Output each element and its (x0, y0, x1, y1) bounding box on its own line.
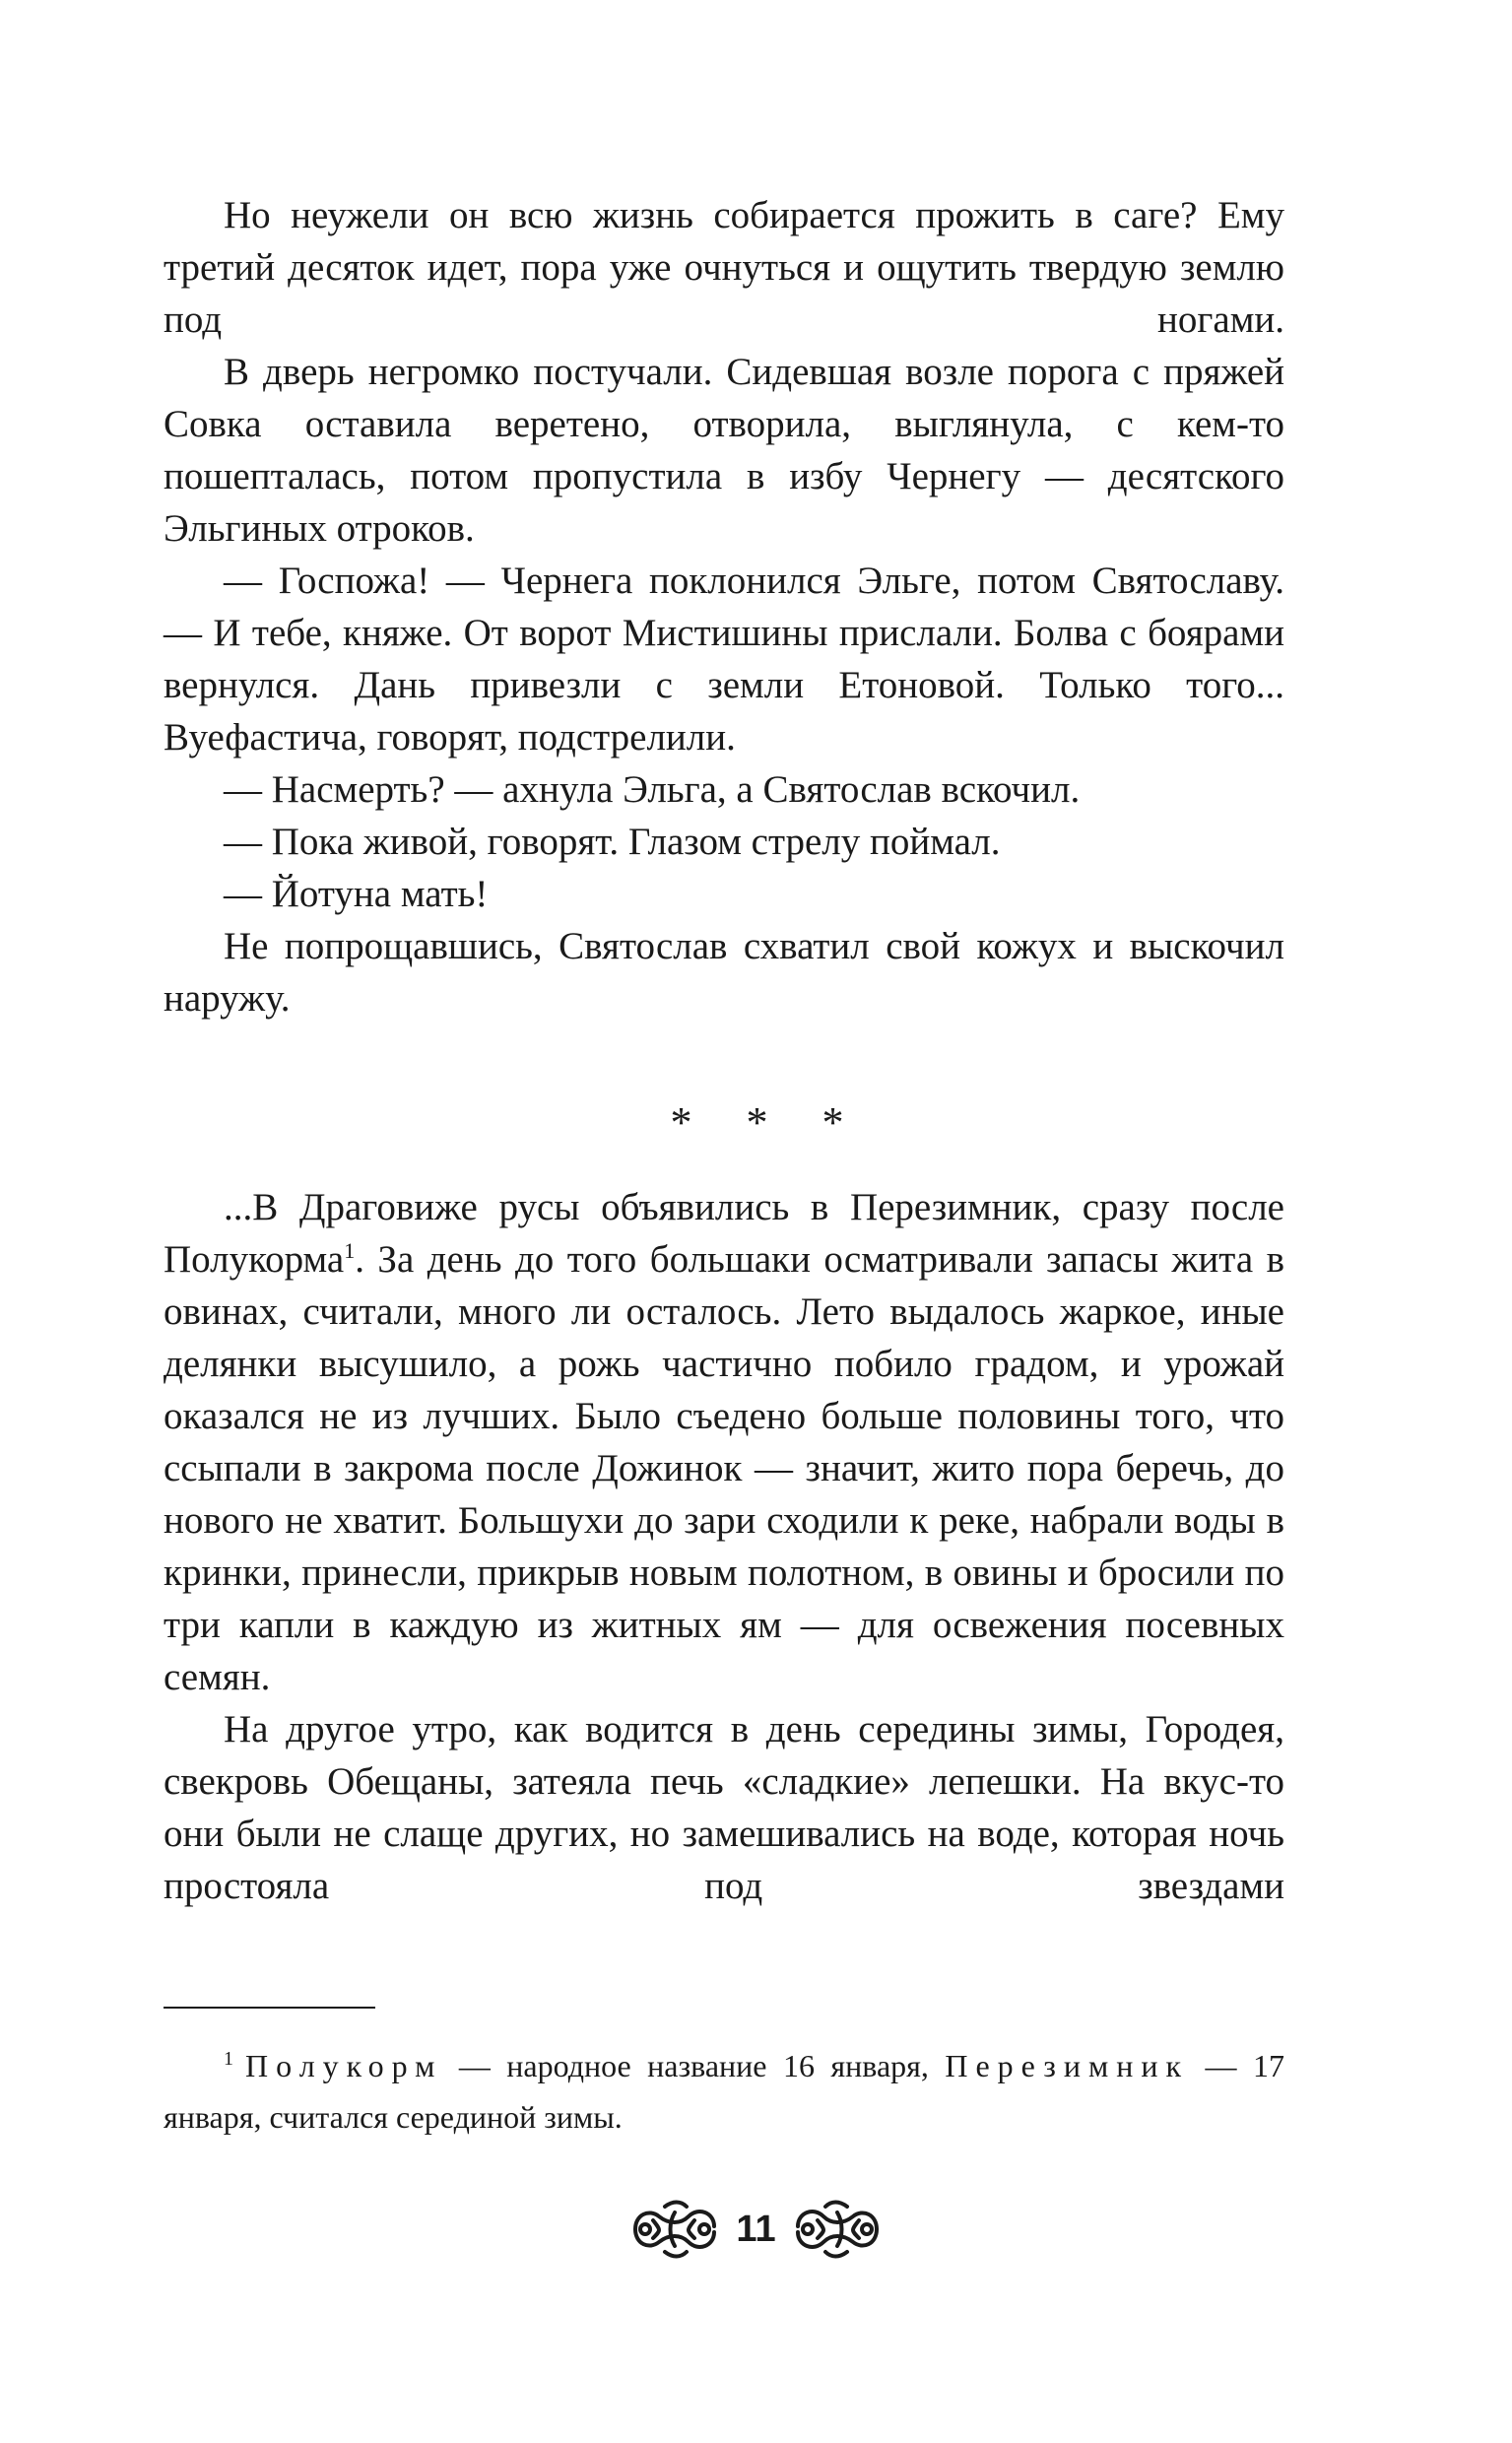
paragraph: Не попрощавшись, Святослав схватил свой кожух и выскочил наружу. (164, 925, 1284, 1020)
paragraph: — Госпожа! — Чернега поклонился Эльге, потом Святославу. — И тебе, княже. От ворот Мистишины прислали. Болва с боярами вернулся. Дань привезли с земли Етоновой. Только того... Вуефастича, говорят, подстрелили. (164, 560, 1284, 759)
paragraph: На другое утро, как водится в день середины зимы, Городея, свекровь Обещаны, затеяла печь «сладкие» лепешки. На вкус-то они были не слаще других, но замешивались на воде, которая ночь простояла под звездами (164, 1708, 1284, 1907)
paragraph: Но неужели он всю жизнь собирается прожить в саге? Ему третий десяток идет, пора уже очнуться и ощутить твердую землю под ногами. (164, 194, 1284, 341)
footnote-term: Полукорм (245, 2048, 443, 2083)
paragraph-text: ...В Драговиже русы объявились в Перезимник, сразу после Полукорма (164, 1186, 1284, 1281)
paragraph (164, 1181, 1284, 1703)
paragraph: — Йотуна мать! (224, 873, 489, 915)
footnote-reference[interactable]: 1 (344, 1238, 356, 1263)
main-text-top (164, 189, 1284, 1024)
paragraph: В дверь негромко постучали. Сидевшая возле порога с пряжей Совка оставила веретено, отворила, выглянула, с кем-то пошепталась, потом пропустила в избу Чернегу — десятского Эльгиных отроков. (164, 351, 1284, 550)
footnote (164, 2033, 1284, 2143)
knot-ornament-left-icon (629, 2199, 720, 2260)
paragraph: — Пока живой, говорят. Глазом стрелу поймал. (224, 821, 1001, 863)
page-number: 11 (736, 2209, 776, 2250)
page-footer (0, 2195, 1512, 2264)
footnote-term: Перезимник (945, 2048, 1190, 2083)
footnote-text: — 17 января, считался серединой зимы. (164, 2048, 1285, 2135)
paragraph-text: . За день до того большаки осматривали запасы жита в овинах, считали, много ли осталось. Лето выдалось жаркое, иные делянки высушило, а рожь частично побило градом, и урожай оказался не из лучших. Было съедено больше половины того, что ссыпали в закрома после Дожинок — значит, жито пора беречь, до нового не хватит. Большухи до зари сходили к реке, набрали воды в кринки, принесли, прикрыв новым полотном, в овины и бросили по три капли в каждую из житных ям — для освежения посевных семян. (164, 1238, 1284, 1698)
main-text-bottom (164, 1181, 1284, 1912)
paragraph: — Насмерть? — ахнула Эльга, а Святослав вскочил. (224, 768, 1081, 811)
footnote-divider (164, 2007, 375, 2009)
footnote-text: — народное название 16 января, (442, 2048, 946, 2083)
section-separator: * * * (670, 1098, 866, 1147)
footnote-mark: 1 (224, 2048, 233, 2070)
knot-ornament-right-icon (792, 2199, 883, 2260)
